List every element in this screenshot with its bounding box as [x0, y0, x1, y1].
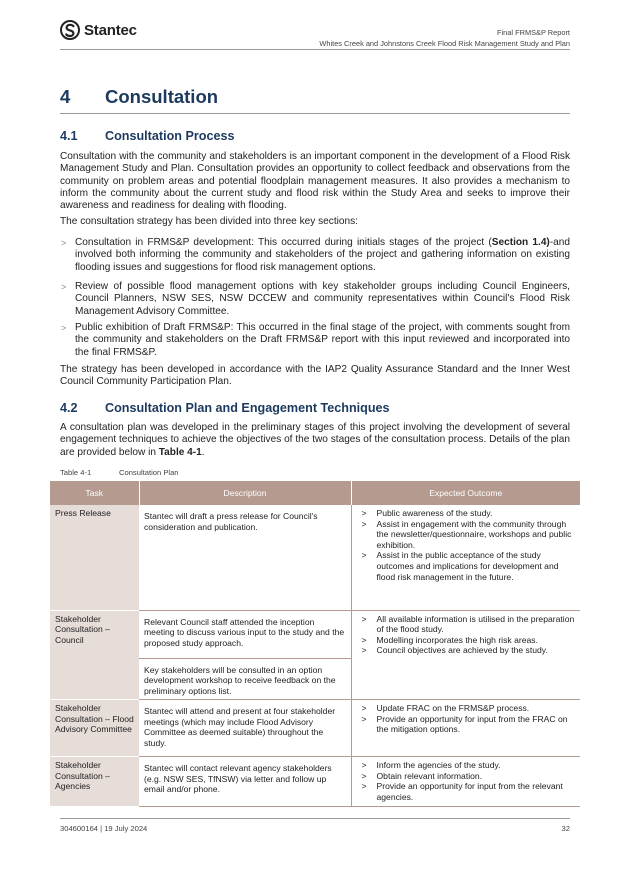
bullet-chevron-icon: >	[61, 323, 67, 333]
header-task: Task	[50, 481, 139, 505]
outcome-item: > All available information is utilised in the preparation of the flood study.	[361, 613, 575, 635]
outcome-item: > Provide an opportunity for input from the relevant agencies.	[361, 781, 563, 803]
stantec-logo-icon	[60, 20, 80, 40]
section-1-4-reference: Section 1.4)	[491, 237, 550, 248]
report-subtitle: Whites Creek and Johnstons Creek Flood Risk Management Study and Plan	[319, 38, 570, 48]
header-description: Description	[139, 481, 351, 505]
outcome-item: > Obtain relevant information.	[361, 770, 483, 781]
description-cell: Stantec will contact relevant agency stakeholders (e.g. NSW SES, TfNSW) via letter and follow up email and/or phone.	[139, 757, 351, 806]
section-4-2-heading	[60, 401, 390, 415]
header-divider	[60, 49, 570, 50]
section-4-1-paragraph-3: The strategy has been developed in accordance with the IAP2 Quality Assurance Standard and the Inner West Council Community Participation Plan.	[60, 364, 570, 388]
outcome-item: > Assist in engagement with the community through the newsletter/questionnaire, workshops and public exhibition.	[361, 518, 572, 550]
bullet-chevron-icon: >	[361, 781, 367, 792]
chapter-number: 4	[60, 86, 71, 107]
section-number: 4.1	[60, 129, 78, 143]
outcome-item: > Provide an opportunity for input from the FRAC on the mitigation options.	[361, 713, 568, 735]
bullet-chevron-icon: >	[361, 703, 367, 714]
header-expected-outcome: Expected Outcome	[351, 481, 580, 505]
description-cell: Stantec will attend and present at four stakeholder meetings (which may include Flood Advisory Committee as deemed suitable) throughout the study.	[139, 700, 351, 757]
footer-divider	[60, 818, 570, 819]
description-cell: Relevant Council staff attended the inception meeting to discuss various input to the study and the proposed study approach.	[139, 610, 351, 658]
section-4-2-paragraph: A consultation plan was developed in the preliminary stages of this project involving the development of several engagement techniques to achieve the objectives of the two stages of the consultation process. Details of the plan are provided below in Table 4-1.	[60, 422, 570, 458]
footer-doc-reference: 304600164 | 19 July 2024	[60, 824, 148, 833]
running-header	[319, 28, 570, 49]
bullet-chevron-icon: >	[361, 550, 367, 561]
section-4-1-heading	[60, 129, 234, 143]
table-4-1-reference: Table 4-1	[158, 446, 202, 458]
table-row	[50, 610, 580, 658]
bullet-chevron-icon: >	[361, 645, 367, 656]
outcome-cell	[351, 700, 580, 757]
bullet-chevron-icon: >	[361, 634, 367, 645]
table-caption	[60, 468, 179, 477]
table-header-row	[50, 481, 580, 505]
page-number: 32	[561, 824, 570, 833]
stantec-logo	[60, 20, 137, 40]
bullet-chevron-icon: >	[361, 760, 367, 771]
section-title: Consultation Process	[105, 129, 235, 143]
bullet-chevron-icon: >	[61, 238, 67, 248]
consultation-plan-table	[50, 481, 580, 807]
section-title: Consultation Plan and Engagement Techniques	[105, 401, 390, 415]
table-row	[50, 757, 580, 806]
table-row	[50, 700, 580, 757]
outcome-cell	[351, 610, 580, 700]
bullet-chevron-icon: >	[361, 713, 367, 724]
section-4-1-paragraph-2: The consultation strategy has been divided into three key sections:	[60, 216, 358, 227]
bullet-chevron-icon: >	[361, 613, 367, 624]
strategy-bullet-1: > Consultation in FRMS&P development: This occurred during initials stages of the project (Section 1.4)-and involved both informing the community and stakeholders of the project and gathering information on existing flooding issues and suggestions for flood risk management options.	[61, 237, 571, 273]
bullet-chevron-icon: >	[361, 770, 367, 781]
task-cell: Stakeholder Consultation – Agencies	[50, 757, 139, 806]
chapter-divider	[60, 113, 570, 114]
logo-wordmark: Stantec	[84, 21, 137, 39]
chapter-heading	[60, 86, 218, 108]
bullet-chevron-icon: >	[361, 508, 367, 518]
table-caption-label: Table 4-1	[60, 468, 92, 477]
outcome-item: > Assist in the public acceptance of the study outcomes and implications for development and flood risk management in the future.	[361, 550, 559, 582]
outcome-item: > Update FRAC on the FRMS&P process.	[361, 703, 530, 714]
bullet-chevron-icon: >	[361, 518, 367, 529]
outcome-item: > Inform the agencies of the study.	[361, 760, 501, 771]
section-number: 4.2	[60, 401, 78, 415]
table-row	[50, 505, 580, 610]
task-cell: Stakeholder Consultation – Council	[50, 610, 139, 700]
bullet-chevron-icon: >	[61, 282, 67, 292]
task-cell: Stakeholder Consultation – Flood Advisory Committee	[50, 700, 139, 757]
table-caption-title: Consultation Plan	[119, 468, 179, 477]
outcome-item: > Council objectives are achieved by the study.	[361, 645, 548, 656]
outcome-cell	[351, 757, 580, 806]
section-4-1-paragraph-1: Consultation with the community and stakeholders is an important component in the development of a Flood Risk Management Study and Plan. Consultation provides an opportunity to collect feedback and observations from the community on problem areas and potential floodplain management measures. It also provides a mechanism to inform the community about the current study and flood risk within the Study Area and seeks to improve their awareness and readiness for dealing with flooding.	[60, 151, 570, 212]
outcome-cell	[351, 505, 580, 610]
outcome-item: > Public awareness of the study.	[361, 508, 493, 518]
strategy-bullet-2: > Review of possible flood management options with key stakeholder groups including Council Engineers, Council Planners, NSW SES, NSW DCCEW and community representatives within Council's Flood Risk Management Advisory Committee.	[61, 281, 570, 317]
outcome-item: > Modelling incorporates the high risk areas.	[361, 634, 538, 645]
report-title: Final FRMS&P Report	[497, 28, 570, 37]
description-cell: Stantec will draft a press release for Council's consideration and publication.	[139, 505, 351, 610]
strategy-bullet-3: > Public exhibition of Draft FRMS&P: This occurred in the final stage of the project, with comments sought from the community and stakeholders on the Draft FRMS&P report with this input reviewed and incorporated into the final FRMS&P.	[61, 322, 570, 358]
chapter-title: Consultation	[105, 86, 219, 107]
description-cell: Key stakeholders will be consulted in an option development workshop to receive feedback on the preliminary options list.	[139, 658, 351, 700]
task-cell: Press Release	[50, 505, 139, 610]
